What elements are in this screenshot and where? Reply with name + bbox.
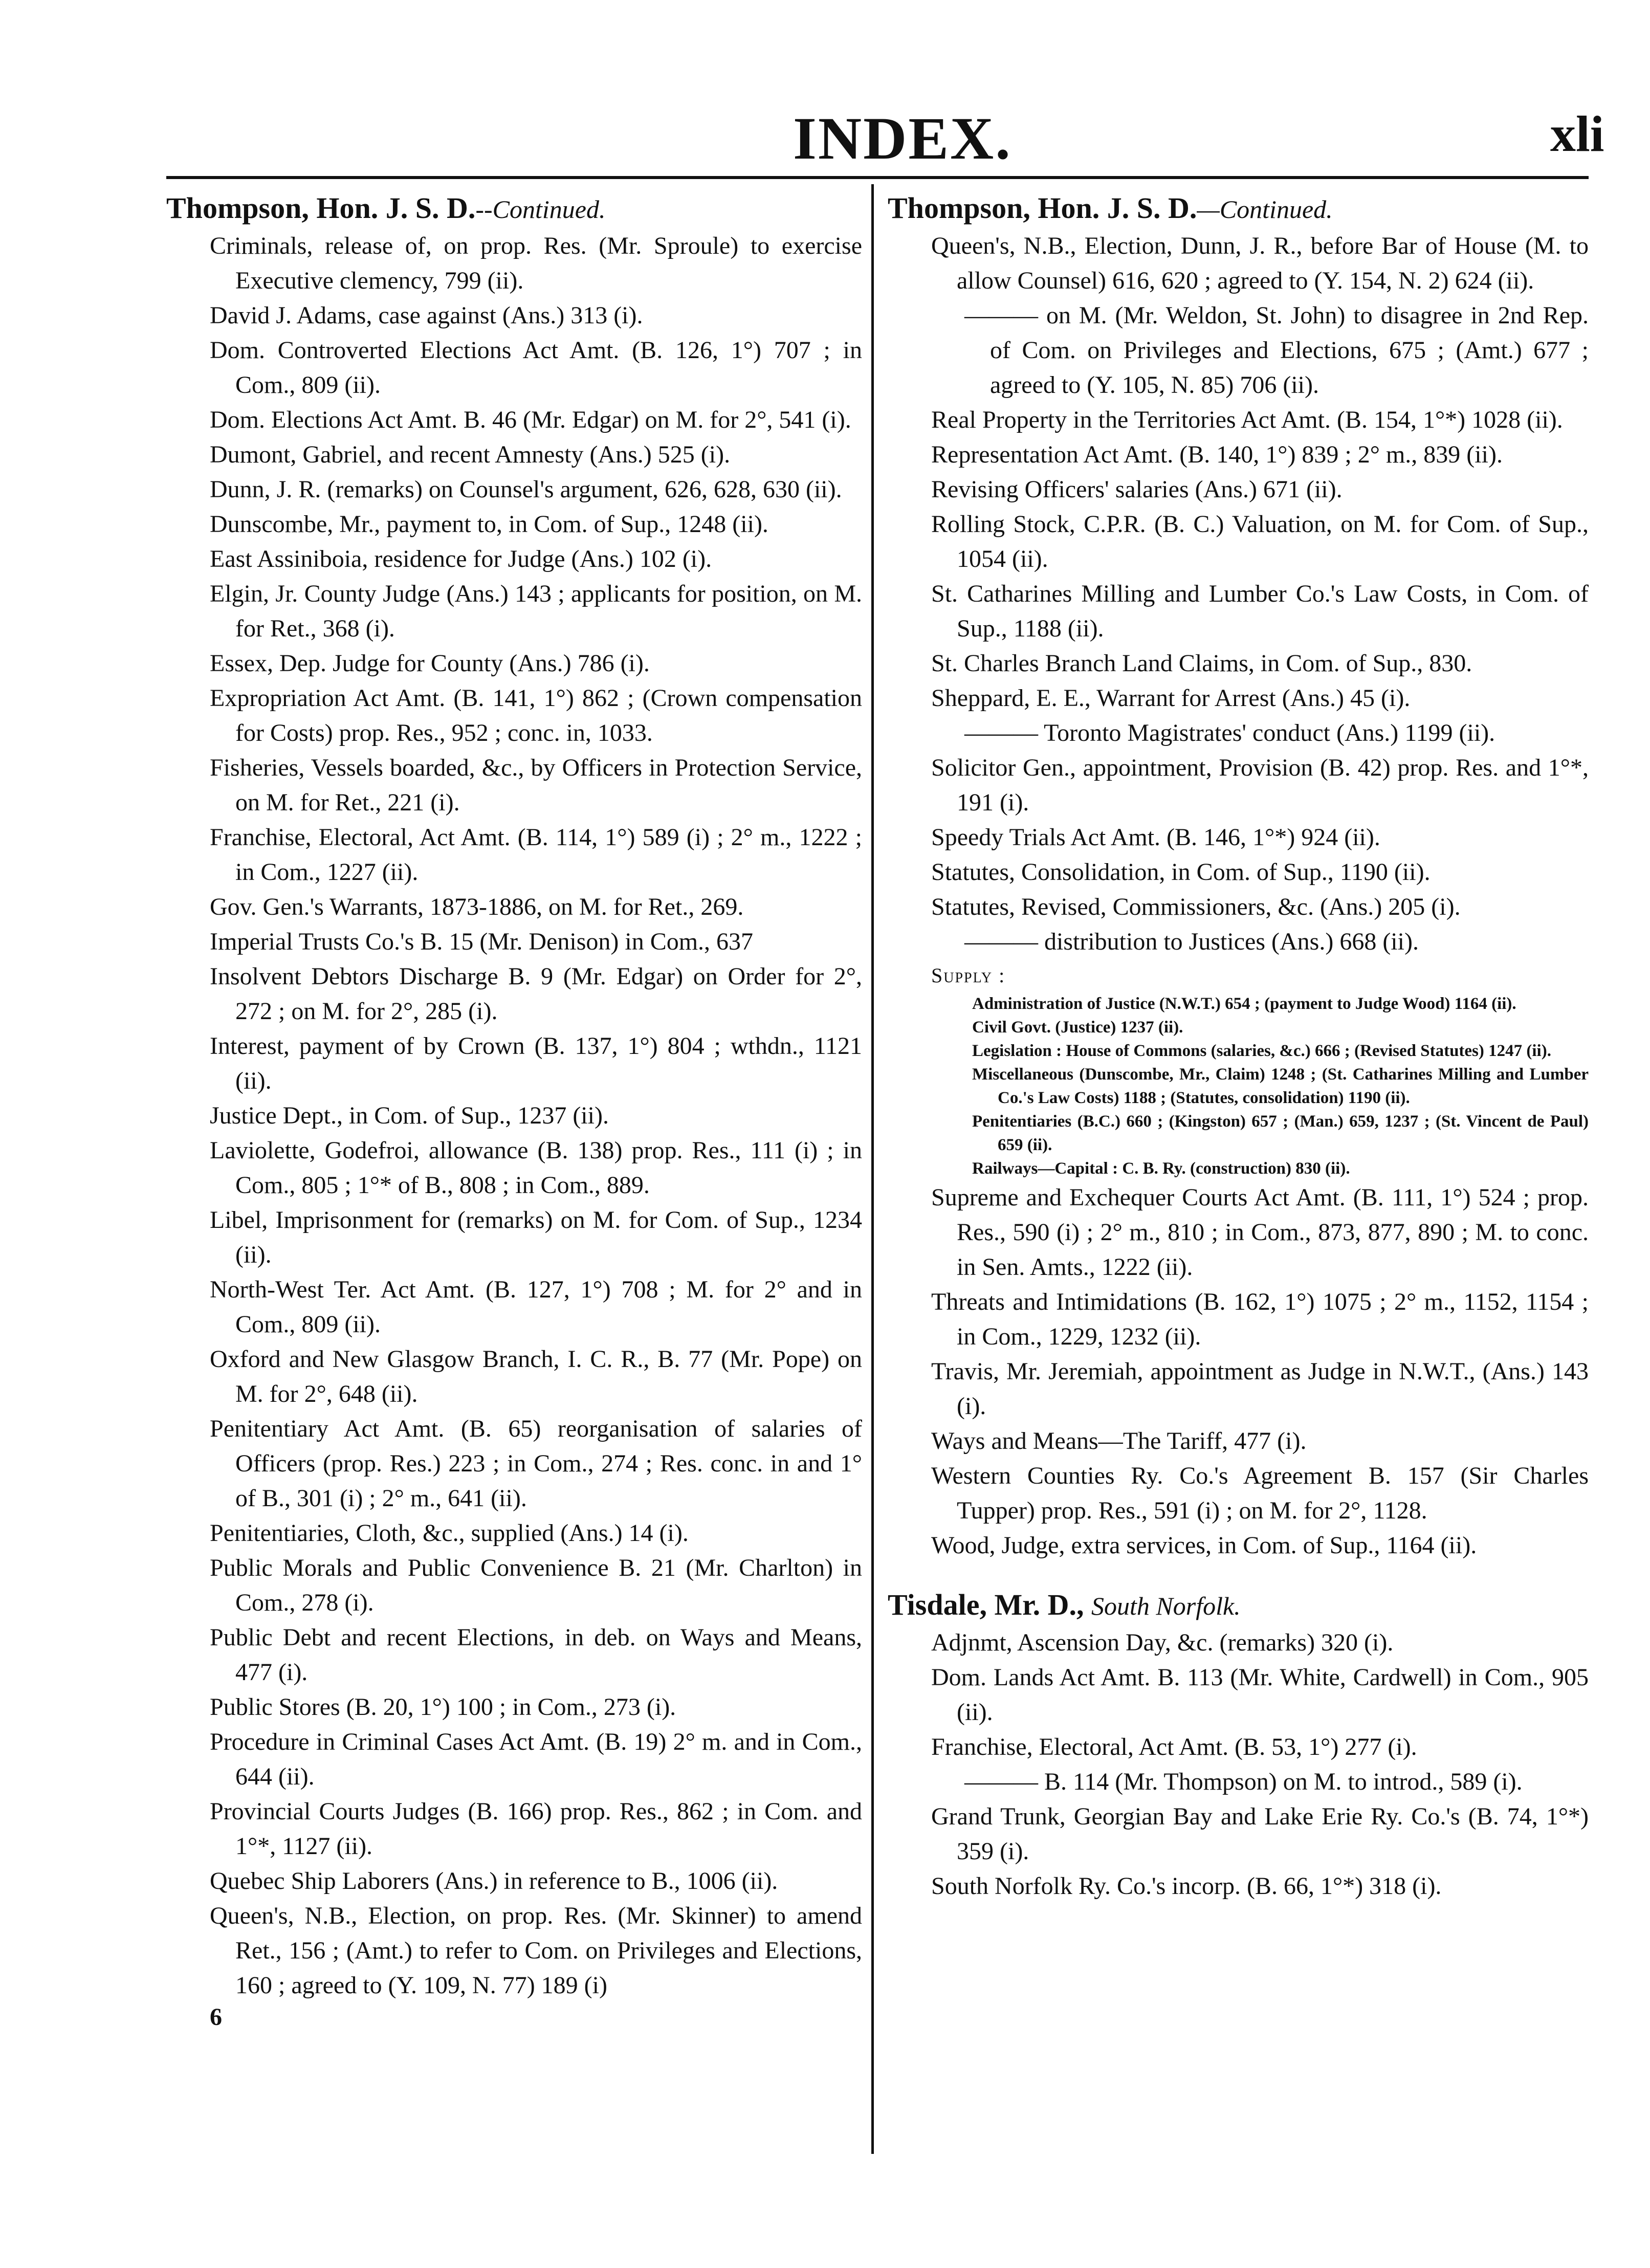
index-entry: Revising Officers' salaries (Ans.) 671 (ii). bbox=[931, 476, 1343, 503]
index-entry: ——— distribution to Justices (Ans.) 668 (ii). bbox=[964, 928, 1419, 955]
column-divider bbox=[871, 184, 874, 2154]
index-entry: St. Charles Branch Land Claims, in Com. of Sup., 830. bbox=[931, 650, 1472, 677]
index-entry: Provincial Courts Judges (B. 166) prop. Res., 862 ; in Com. and 1°*, 1127 (ii). bbox=[210, 1798, 862, 1860]
page-number: xli bbox=[1550, 105, 1604, 162]
index-entry: Queen's, N.B., Election, on prop. Res. (Mr. Skinner) to amend Ret., 156 ; (Amt.) to refer to Com. on Privileges and Elections, 160 ; agreed to (Y. 109, N. 77) 189 (i) bbox=[210, 1902, 862, 1999]
index-entry: Rolling Stock, C.P.R. (B. C.) Valuation, on M. for Com. of Sup., 1054 (ii). bbox=[931, 511, 1589, 572]
index-entry: Justice Dept., in Com. of Sup., 1237 (ii). bbox=[210, 1102, 609, 1129]
index-entry: ——— on M. (Mr. Weldon, St. John) to disagree in 2nd Rep. of Com. on Privileges and Elections, 675 ; (Amt.) 677 ; agreed to (Y. 105, N. 85) 706 (ii). bbox=[964, 302, 1589, 399]
right-entries-after-supply bbox=[888, 1180, 1589, 1563]
index-entry: South Norfolk Ry. Co.'s incorp. (B. 66, 1°*) 318 (i). bbox=[931, 1873, 1442, 1900]
index-entry: David J. Adams, case against (Ans.) 313 (i). bbox=[210, 302, 643, 329]
index-entry: Ways and Means—The Tariff, 477 (i). bbox=[931, 1427, 1307, 1455]
supply-label: Supply : bbox=[931, 964, 1006, 987]
index-entry: Statutes, Consolidation, in Com. of Sup., 1190 (ii). bbox=[931, 858, 1431, 886]
index-entry: Miscellaneous (Dunscombe, Mr., Claim) 1248 ; (St. Catharines Milling and Lumber Co.'s Law Costs) 1188 ; (Statutes, consolidation) 1190 (ii). bbox=[972, 1065, 1589, 1107]
index-entry: Statutes, Revised, Commissioners, &c. (Ans.) 205 (i). bbox=[931, 893, 1461, 920]
left-heading bbox=[166, 192, 862, 226]
left-heading-continued: --Continued. bbox=[475, 195, 606, 224]
index-entry: Dom. Elections Act Amt. B. 46 (Mr. Edgar) on M. for 2°, 541 (i). bbox=[210, 406, 851, 433]
right-heading-name: Thompson, Hon. J. S. D. bbox=[888, 191, 1197, 225]
index-entry: Dunn, J. R. (remarks) on Counsel's argument, 626, 628, 630 (ii). bbox=[210, 476, 842, 503]
index-entry: Libel, Imprisonment for (remarks) on M. for Com. of Sup., 1234 (ii). bbox=[210, 1206, 862, 1268]
index-entry: Gov. Gen.'s Warrants, 1873-1886, on M. for Ret., 269. bbox=[210, 893, 744, 920]
signature-mark: 6 bbox=[210, 2003, 222, 2031]
index-entry: Essex, Dep. Judge for County (Ans.) 786 (i). bbox=[210, 650, 650, 677]
index-entry: Procedure in Criminal Cases Act Amt. (B. 19) 2° m. and in Com., 644 (ii). bbox=[210, 1728, 862, 1790]
index-entry: Railways—Capital : C. B. Ry. (construction) 830 (ii). bbox=[972, 1159, 1350, 1178]
index-entry: Fisheries, Vessels boarded, &c., by Officers in Protection Service, on M. for Ret., 221 (i). bbox=[210, 754, 862, 816]
right-heading bbox=[888, 192, 1589, 226]
index-entry: Quebec Ship Laborers (Ans.) in reference to B., 1006 (ii). bbox=[210, 1867, 778, 1895]
index-entry: Franchise, Electoral, Act Amt. (B. 53, 1°) 277 (i). bbox=[931, 1733, 1417, 1760]
index-entry: Sheppard, E. E., Warrant for Arrest (Ans.) 45 (i). bbox=[931, 685, 1411, 712]
left-heading-name: Thompson, Hon. J. S. D. bbox=[166, 191, 476, 225]
index-entry: Administration of Justice (N.W.T.) 654 ; (payment to Judge Wood) 1164 (ii). bbox=[972, 995, 1516, 1013]
index-entry: Public Morals and Public Convenience B. 21 (Mr. Charlton) in Com., 278 (i). bbox=[210, 1554, 862, 1616]
index-entry: Dumont, Gabriel, and recent Amnesty (Ans.) 525 (i). bbox=[210, 441, 731, 468]
index-entry: ——— B. 114 (Mr. Thompson) on M. to introd., 589 (i). bbox=[964, 1768, 1523, 1795]
index-entry: ——— Toronto Magistrates' conduct (Ans.) 1199 (ii). bbox=[964, 719, 1495, 746]
header-rule bbox=[166, 176, 1589, 179]
index-entry: Oxford and New Glasgow Branch, I. C. R., B. 77 (Mr. Pope) on M. for 2°, 648 (ii). bbox=[210, 1346, 862, 1407]
right-heading-continued: —Continued. bbox=[1197, 195, 1333, 224]
right-entries bbox=[888, 229, 1589, 959]
index-entry: Solicitor Gen., appointment, Provision (B. 42) prop. Res. and 1°*, 191 (i). bbox=[931, 754, 1589, 816]
index-entry: Dunscombe, Mr., payment to, in Com. of Sup., 1248 (ii). bbox=[210, 511, 768, 538]
index-entry: Speedy Trials Act Amt. (B. 146, 1°*) 924 (ii). bbox=[931, 824, 1380, 851]
index-entry: Criminals, release of, on prop. Res. (Mr. Sproule) to exercise Executive clemency, 799 (ii). bbox=[210, 232, 862, 294]
index-entry: Public Debt and recent Elections, in deb. on Ways and Means, 477 (i). bbox=[210, 1624, 862, 1686]
index-entry: Real Property in the Territories Act Amt. (B. 154, 1°*) 1028 (ii). bbox=[931, 406, 1563, 433]
index-entry: Adjnmt, Ascension Day, &c. (remarks) 320 (i). bbox=[931, 1629, 1394, 1656]
index-entry: Interest, payment of by Crown (B. 137, 1°) 804 ; wthdn., 1121 (ii). bbox=[210, 1032, 862, 1094]
index-entry: Queen's, N.B., Election, Dunn, J. R., before Bar of House (M. to allow Counsel) 616, 620 ; agreed to (Y. 154, N. 2) 624 (ii). bbox=[931, 232, 1589, 294]
index-entry: Legislation : House of Commons (salaries, &c.) 666 ; (Revised Statutes) 1247 (ii). bbox=[972, 1042, 1551, 1060]
index-entry: East Assiniboia, residence for Judge (Ans.) 102 (i). bbox=[210, 545, 712, 572]
index-entry: North-West Ter. Act Amt. (B. 127, 1°) 708 ; M. for 2° and in Com., 809 (ii). bbox=[210, 1276, 862, 1338]
index-entry: Insolvent Debtors Discharge B. 9 (Mr. Edgar) on Order for 2°, 272 ; on M. for 2°, 285 (i). bbox=[210, 963, 862, 1025]
index-entry: Franchise, Electoral, Act Amt. (B. 114, 1°) 589 (i) ; 2° m., 1222 ; in Com., 1227 (ii). bbox=[210, 824, 862, 886]
right-column bbox=[888, 192, 1589, 1904]
index-entry: Dom. Lands Act Amt. B. 113 (Mr. White, Cardwell) in Com., 905 (ii). bbox=[931, 1664, 1589, 1726]
index-entry: St. Catharines Milling and Lumber Co.'s Law Costs, in Com. of Sup., 1188 (ii). bbox=[931, 580, 1589, 642]
index-entry: Grand Trunk, Georgian Bay and Lake Erie Ry. Co.'s (B. 74, 1°*) 359 (i). bbox=[931, 1803, 1589, 1865]
supply-entries bbox=[888, 992, 1589, 1180]
index-entry: Representation Act Amt. (B. 140, 1°) 839 ; 2° m., 839 (ii). bbox=[931, 441, 1503, 468]
tisdale-entries bbox=[888, 1625, 1589, 1904]
index-entry: Threats and Intimidations (B. 162, 1°) 1075 ; 2° m., 1152, 1154 ; in Com., 1229, 1232 (ii). bbox=[931, 1288, 1589, 1350]
index-entry: Penitentiaries (B.C.) 660 ; (Kingston) 657 ; (Man.) 659, 1237 ; (St. Vincent de Paul) 659 (ii). bbox=[972, 1112, 1589, 1154]
tisdale-heading bbox=[888, 1589, 1589, 1622]
index-entry: Civil Govt. (Justice) 1237 (ii). bbox=[972, 1018, 1183, 1037]
index-entry: Expropriation Act Amt. (B. 141, 1°) 862 ; (Crown compensation for Costs) prop. Res., 952 ; conc. in, 1033. bbox=[210, 685, 862, 746]
index-entry: Imperial Trusts Co.'s B. 15 (Mr. Denison) in Com., 637 bbox=[210, 928, 754, 955]
tisdale-heading-name: Tisdale, Mr. D., bbox=[888, 1588, 1084, 1621]
left-column bbox=[166, 192, 862, 2032]
index-entry: Dom. Controverted Elections Act Amt. (B. 126, 1°) 707 ; in Com., 809 (ii). bbox=[210, 337, 862, 399]
index-entry: Wood, Judge, extra services, in Com. of Sup., 1164 (ii). bbox=[931, 1532, 1477, 1559]
tisdale-riding: South Norfolk. bbox=[1091, 1592, 1241, 1620]
index-entry: Penitentiaries, Cloth, &c., supplied (Ans.) 14 (i). bbox=[210, 1520, 689, 1547]
page-title: INDEX. bbox=[793, 105, 1012, 172]
index-entry: Travis, Mr. Jeremiah, appointment as Judge in N.W.T., (Ans.) 143 (i). bbox=[931, 1358, 1589, 1420]
left-entries bbox=[166, 229, 862, 2003]
index-entry: Supreme and Exchequer Courts Act Amt. (B. 111, 1°) 524 ; prop. Res., 590 (i) ; 2° m., 810 ; in Com., 873, 877, 890 ; M. to conc. in Sen. Amts., 1222 (ii). bbox=[931, 1184, 1589, 1281]
index-entry: Laviolette, Godefroi, allowance (B. 138) prop. Res., 111 (i) ; in Com., 805 ; 1°* of B., 808 ; in Com., 889. bbox=[210, 1137, 862, 1199]
index-entry: Western Counties Ry. Co.'s Agreement B. 157 (Sir Charles Tupper) prop. Res., 591 (i) ; on M. for 2°, 1128. bbox=[931, 1462, 1589, 1524]
index-entry: Penitentiary Act Amt. (B. 65) reorganisation of salaries of Officers (prop. Res.) 223 ; in Com., 274 ; Res. conc. in and 1° of B., 301 (i) ; 2° m., 641 (ii). bbox=[210, 1415, 862, 1512]
index-entry: Public Stores (B. 20, 1°) 100 ; in Com., 273 (i). bbox=[210, 1693, 676, 1721]
index-entry: Elgin, Jr. County Judge (Ans.) 143 ; applicants for position, on M. for Ret., 368 (i). bbox=[210, 580, 862, 642]
section-spacer bbox=[888, 1563, 1589, 1589]
